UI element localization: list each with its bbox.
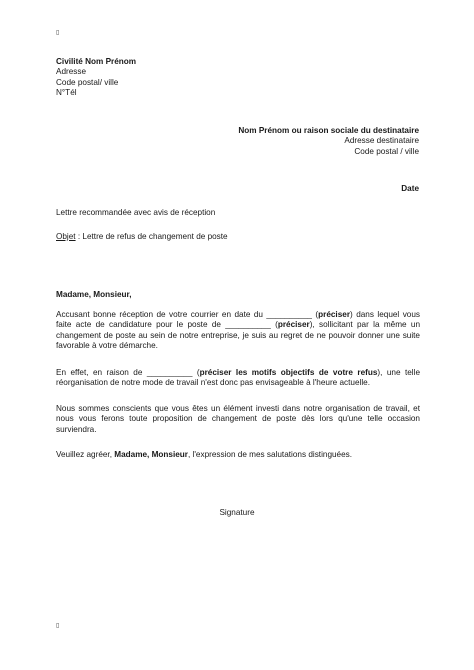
sender-phone: N°Tél [56,88,77,98]
paragraph-future: Nous sommes conscients que vous êtes un élément investi dans notre organisation de travail, et nous vous ferons toute proposition de changement de poste dès lors qu'une telle occasion surviendra. [56,404,420,434]
p4-text-c: , l'expression de mes salutations distinguées. [187,450,353,459]
p1-text-e: ), sollicitant par la même un changement de poste au sein de notre entreprise, je suis au regret de ne pouvoir donner une suite favorable à votre démarche. [56,320,421,351]
recipient-postal-city: Code postal / ville [354,146,419,156]
signature: Signature [219,508,255,517]
p1-placeholder-date: préciser [318,310,351,319]
p2-text-a: En effet, en raison de __________ ( [56,368,200,377]
page-marker-bottom: ▯ [56,623,60,629]
sender-address: Adresse [56,67,87,77]
paragraph-closing [56,450,420,460]
page-marker-top: ▯ [56,30,60,36]
p2-text-c: ), une telle réorganisation de notre mode de travail n'est donc pas envisageable à l'heure actuelle. [56,368,421,388]
p4-salutation: Madame, Monsieur [114,450,188,459]
sender-postal-city: Code postal/ ville [56,77,119,87]
subject-separator: : [75,232,83,241]
letter-date: Date [401,184,419,193]
subject-label: Objet [56,232,76,241]
subject-text: Lettre de refus de changement de poste [82,232,228,241]
p1-text-a: Accusant bonne réception de votre courrier en date du __________ ( [56,310,319,319]
p1-placeholder-post: préciser [277,320,310,330]
p4-text-a: Veuillez agréer, [56,450,115,459]
greeting: Madame, Monsieur, [56,290,132,299]
p2-placeholder-reasons: préciser les motifs objectifs de votre refus [199,368,378,377]
p1-text-c: ) dans lequel vous faite acte de candidature pour le poste de __________ ( [56,310,421,330]
sending-method: Lettre recommandée avec avis de réception [56,208,216,217]
sender-name: Civilité Nom Prénom [56,57,137,66]
recipient-address: Adresse destinataire [344,136,419,146]
recipient-name: Nom Prénom ou raison sociale du destinataire [238,126,419,135]
paragraph-acknowledgement [56,310,420,352]
recipient-block [238,126,419,157]
paragraph-reason [56,368,420,389]
subject-line [56,232,228,242]
sender-block [56,57,136,99]
